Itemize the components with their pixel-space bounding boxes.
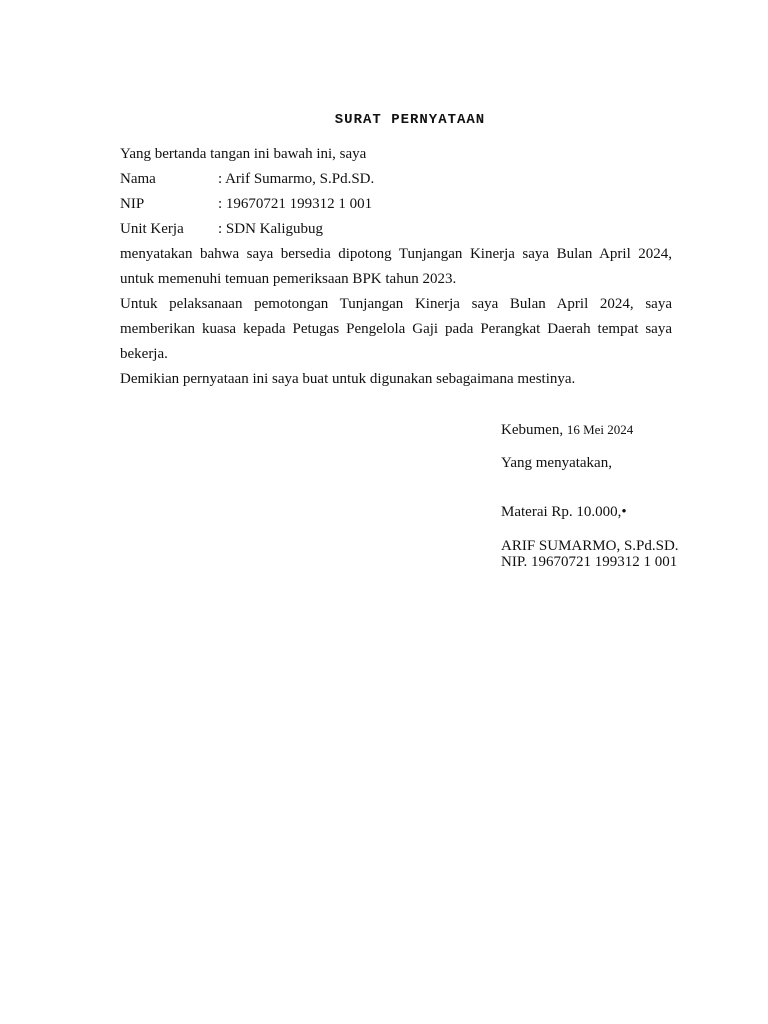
signature-nip: NIP. 19670721 199312 1 001: [501, 554, 678, 570]
field-value: : Arif Sumarmo, S.Pd.SD.: [218, 171, 375, 187]
field-label: Nama: [120, 171, 156, 187]
paragraph1-line2: untuk memenuhi temuan pemeriksaan BPK tahun 2023.: [120, 271, 457, 287]
paragraph2-line3: bekerja.: [120, 346, 168, 362]
field-value: : SDN Kaligubug: [218, 221, 323, 237]
signature-stamp-note: Materai Rp. 10.000,•: [501, 504, 627, 520]
paragraph1-line1: menyatakan bahwa saya bersedia dipotong Tunjangan Kinerja saya Bulan April 2024,: [120, 246, 672, 262]
document-body: [120, 142, 672, 392]
field-label: Unit Kerja: [120, 221, 184, 237]
signature-date-line: [501, 421, 633, 439]
field-row-nama: [120, 167, 672, 192]
document-title: SURAT PERNYATAAN: [334, 112, 486, 128]
field-value: : 19670721 199312 1 001: [218, 196, 373, 212]
signature-name: ARIF SUMARMO, S.Pd.SD.: [501, 538, 679, 554]
signature-declarant-label: Yang menyatakan,: [501, 455, 612, 471]
closing-line: Demikian pernyataan ini saya buat untuk digunakan sebagaimana mestinya.: [120, 371, 576, 387]
paragraph2-line2: memberikan kuasa kepada Petugas Pengelola Gaji pada Perangkat Daerah tempat saya: [120, 321, 672, 337]
field-row-nip: [120, 192, 672, 217]
paragraph2-line1: Untuk pelaksanaan pemotongan Tunjangan Kinerja saya Bulan April 2024, saya: [120, 296, 672, 312]
field-label: NIP: [120, 196, 145, 212]
signature-date: 16 Mei 2024: [566, 422, 634, 437]
intro-line: Yang bertanda tangan ini bawah ini, saya: [120, 146, 367, 162]
signature-place: Kebumen,: [501, 422, 564, 438]
field-row-unit-kerja: [120, 217, 672, 242]
